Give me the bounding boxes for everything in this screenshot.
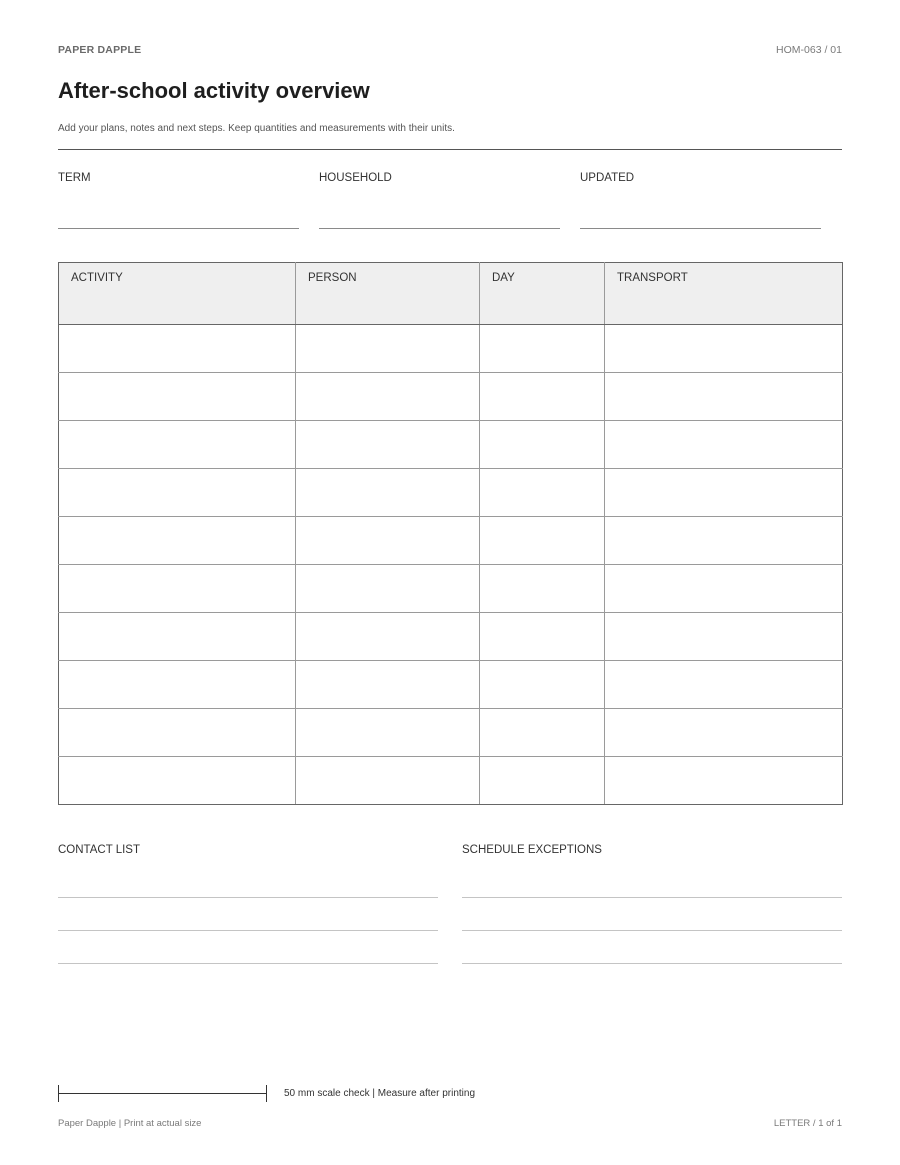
table-cell[interactable] [480, 469, 605, 517]
table-cell[interactable] [480, 613, 605, 661]
scale-bar-line [58, 1093, 267, 1094]
field-term-label: TERM [58, 172, 91, 184]
table-cell[interactable] [59, 373, 296, 421]
scale-check-text: 50 mm scale check | Measure after printing [284, 1088, 476, 1099]
table-cell[interactable] [605, 373, 843, 421]
column-header-transport: TRANSPORT [605, 263, 843, 325]
table-cell[interactable] [296, 421, 480, 469]
schedule-exceptions-line[interactable] [462, 963, 842, 964]
form-code: HOM-063 / 01 [776, 44, 842, 56]
field-updated [580, 172, 821, 184]
column-header-activity: ACTIVITY [59, 263, 296, 325]
footer-left-text: Paper Dapple | Print at actual size [58, 1118, 202, 1129]
table-cell[interactable] [296, 661, 480, 709]
table-cell[interactable] [605, 661, 843, 709]
table-cell[interactable] [59, 757, 296, 805]
page-subtitle: Add your plans, notes and next steps. Keep quantities and measurements with their units. [58, 123, 455, 134]
table-cell[interactable] [59, 661, 296, 709]
table-cell[interactable] [296, 757, 480, 805]
table-cell[interactable] [480, 757, 605, 805]
table-cell[interactable] [59, 565, 296, 613]
table-cell[interactable] [296, 469, 480, 517]
table-cell[interactable] [296, 709, 480, 757]
activity-table [58, 262, 843, 805]
schedule-exceptions-line[interactable] [462, 897, 842, 898]
table-row [59, 565, 843, 613]
schedule-exceptions-label: SCHEDULE EXCEPTIONS [462, 844, 602, 856]
table-cell[interactable] [480, 421, 605, 469]
table-cell[interactable] [480, 709, 605, 757]
contact-list-label: CONTACT LIST [58, 844, 140, 856]
table-cell[interactable] [480, 373, 605, 421]
contact-list-line[interactable] [58, 930, 438, 931]
table-cell[interactable] [59, 325, 296, 373]
contact-list-line[interactable] [58, 897, 438, 898]
table-cell[interactable] [480, 517, 605, 565]
table-cell[interactable] [605, 613, 843, 661]
table-cell[interactable] [605, 325, 843, 373]
table-cell[interactable] [296, 565, 480, 613]
table-row [59, 757, 843, 805]
table-cell[interactable] [59, 709, 296, 757]
contact-list-section [58, 844, 438, 856]
table-cell[interactable] [59, 613, 296, 661]
schedule-exceptions-section [462, 844, 842, 856]
table-row [59, 373, 843, 421]
column-header-day: DAY [480, 263, 605, 325]
column-header-person: PERSON [296, 263, 480, 325]
table-cell[interactable] [480, 661, 605, 709]
table-cell[interactable] [59, 469, 296, 517]
table-row [59, 613, 843, 661]
contact-list-line[interactable] [58, 963, 438, 964]
table-row [59, 709, 843, 757]
table-cell[interactable] [59, 421, 296, 469]
table-cell[interactable] [605, 517, 843, 565]
schedule-exceptions-line[interactable] [462, 930, 842, 931]
table-row [59, 421, 843, 469]
scale-bar [58, 1085, 267, 1102]
footer-page-info: LETTER / 1 of 1 [773, 1118, 842, 1129]
table-cell[interactable] [605, 709, 843, 757]
table-header-row [59, 263, 843, 325]
field-household [319, 172, 560, 184]
table-cell[interactable] [605, 421, 843, 469]
table-row [59, 517, 843, 565]
page-title: After-school activity overview [58, 78, 370, 103]
scale-bar-tick-right [266, 1085, 267, 1102]
field-term-line[interactable] [58, 228, 299, 229]
table-cell[interactable] [605, 565, 843, 613]
table-cell[interactable] [296, 373, 480, 421]
table-row [59, 469, 843, 517]
field-term [58, 172, 299, 184]
table-cell[interactable] [296, 613, 480, 661]
header-divider [58, 149, 842, 150]
table-cell[interactable] [296, 325, 480, 373]
field-household-label: HOUSEHOLD [319, 172, 392, 184]
table-cell[interactable] [296, 517, 480, 565]
table-cell[interactable] [480, 565, 605, 613]
field-updated-line[interactable] [580, 228, 821, 229]
field-updated-label: UPDATED [580, 172, 635, 184]
table-cell[interactable] [605, 757, 843, 805]
brand-name: PAPER DAPPLE [58, 44, 142, 56]
field-household-line[interactable] [319, 228, 560, 229]
table-row [59, 325, 843, 373]
table-cell[interactable] [59, 517, 296, 565]
table-cell[interactable] [480, 325, 605, 373]
table-row [59, 661, 843, 709]
table-cell[interactable] [605, 469, 843, 517]
